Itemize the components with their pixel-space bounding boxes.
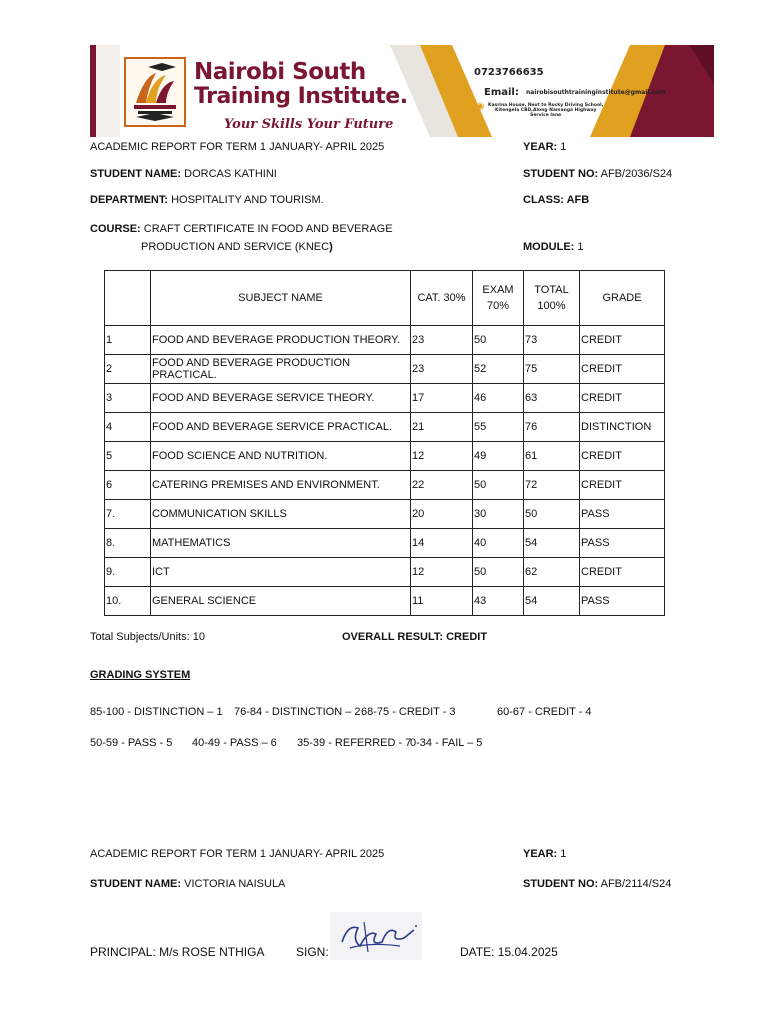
total-subjects: Total Subjects/Units: 10 (90, 631, 205, 643)
cell-subject: MATHEMATICS (151, 529, 411, 558)
module-value: 1 (577, 241, 584, 253)
table-row (105, 413, 665, 442)
header-total (524, 271, 580, 326)
grade-scale-6: 40-49 - PASS – 6 (192, 737, 277, 749)
report2-student-name-field (90, 878, 285, 890)
cell-exam: 50 (473, 326, 524, 355)
phone-number: 0723766635 (474, 67, 544, 78)
class-field: CLASS: AFB (523, 194, 590, 206)
cell-subject: COMMUNICATION SKILLS (151, 500, 411, 529)
grade-scale-3: 68-75 - CREDIT - 3 (361, 706, 456, 718)
cell-number: 10. (105, 587, 151, 616)
student-no-value: AFB/2036/S24 (600, 168, 673, 180)
module-field (523, 241, 584, 253)
location-icon: ◉ (476, 101, 485, 112)
logo-icon (124, 57, 186, 127)
cell-total: 62 (524, 558, 580, 587)
cell-cat: 23 (411, 355, 473, 384)
institute-name-line1: Nairobi South (194, 59, 366, 85)
table-row (105, 442, 665, 471)
header-exam-line1: EXAM (482, 284, 514, 296)
cell-exam: 50 (473, 471, 524, 500)
cell-cat: 17 (411, 384, 473, 413)
overall-result: OVERALL RESULT: CREDIT (342, 631, 488, 643)
header-total-line2: 100% (537, 300, 566, 312)
year-value: 1 (560, 141, 567, 153)
cell-cat: 21 (411, 413, 473, 442)
cell-exam: 30 (473, 500, 524, 529)
student-no-label: STUDENT NO: (523, 168, 599, 180)
address (488, 103, 603, 118)
cell-subject: GENERAL SCIENCE (151, 587, 411, 616)
table-header-row (105, 271, 665, 326)
header-grade: GRADE (580, 271, 665, 326)
address-line1: Kasrina House, Next to Rocky Driving School, (488, 103, 604, 108)
cell-cat: 12 (411, 442, 473, 471)
phone-icon: ✆ (454, 66, 464, 78)
cell-grade: CREDIT (580, 471, 665, 500)
grade-scale-7: 35-39 - REFERRED - 7 (297, 737, 412, 749)
grade-scale-2: 76-84 - DISTINCTION – 2 (234, 706, 361, 718)
table-row (105, 529, 665, 558)
cell-number: 3 (105, 384, 151, 413)
cell-total: 50 (524, 500, 580, 529)
course-label: COURSE: (90, 223, 141, 235)
student-name-field (90, 168, 277, 180)
report2-year-value: 1 (560, 848, 567, 860)
report2-student-no-label: STUDENT NO: (523, 878, 599, 890)
cell-grade: CREDIT (580, 558, 665, 587)
cell-grade: PASS (580, 587, 665, 616)
cell-total: 76 (524, 413, 580, 442)
cell-exam: 43 (473, 587, 524, 616)
cell-number: 1 (105, 326, 151, 355)
report2-title: ACADEMIC REPORT FOR TERM 1 JANUARY- APRIL 2025 (90, 848, 385, 860)
cell-grade: CREDIT (580, 384, 665, 413)
table-row (105, 500, 665, 529)
year-field (523, 141, 566, 153)
department-value: HOSPITALITY AND TOURISM. (171, 194, 324, 206)
cell-number: 5 (105, 442, 151, 471)
cell-grade: CREDIT (580, 355, 665, 384)
department-label: DEPARTMENT: (90, 194, 169, 206)
cell-total: 72 (524, 471, 580, 500)
table-row (105, 558, 665, 587)
cell-total: 61 (524, 442, 580, 471)
cell-subject: CATERING PREMISES AND ENVIRONMENT. (151, 471, 411, 500)
cell-grade: PASS (580, 529, 665, 558)
header-number (105, 271, 151, 326)
cell-subject: FOOD AND BEVERAGE SERVICE PRACTICAL. (151, 413, 411, 442)
header-subject: SUBJECT NAME (151, 271, 411, 326)
grades-table (104, 270, 665, 616)
cell-subject: ICT (151, 558, 411, 587)
tagline: Your Skills Your Future (224, 117, 394, 132)
cell-total: 75 (524, 355, 580, 384)
cell-grade: CREDIT (580, 442, 665, 471)
cell-cat: 11 (411, 587, 473, 616)
module-label: MODULE: (523, 241, 575, 253)
cell-cat: 22 (411, 471, 473, 500)
cell-exam: 52 (473, 355, 524, 384)
cell-cat: 20 (411, 500, 473, 529)
cell-number: 2 (105, 355, 151, 384)
year-label: YEAR: (523, 141, 558, 153)
grade-scale-8: 0-34 - FAIL – 5 (410, 737, 483, 749)
student-name-label: STUDENT NAME: (90, 168, 182, 180)
course-close-paren: ) (329, 241, 333, 253)
cell-total: 63 (524, 384, 580, 413)
header-total-line1: TOTAL (534, 284, 569, 296)
cell-exam: 55 (473, 413, 524, 442)
cell-subject: FOOD SCIENCE AND NUTRITION. (151, 442, 411, 471)
grade-scale-5: 50-59 - PASS - 5 (90, 737, 173, 749)
report2-student-name-label: STUDENT NAME: (90, 878, 182, 890)
cell-exam: 46 (473, 384, 524, 413)
course-field (90, 223, 393, 235)
report-title: ACADEMIC REPORT FOR TERM 1 JANUARY- APRIL 2025 (90, 141, 385, 153)
cell-cat: 23 (411, 326, 473, 355)
student-name-value: DORCAS KATHINI (184, 168, 277, 180)
cell-cat: 12 (411, 558, 473, 587)
department-field (90, 194, 324, 206)
report2-year-label: YEAR: (523, 848, 558, 860)
cell-grade: PASS (580, 500, 665, 529)
report2-student-name-value: VICTORIA NAISULA (184, 878, 286, 890)
cell-grade: CREDIT (580, 326, 665, 355)
grading-system-heading: GRADING SYSTEM (90, 669, 191, 681)
cell-number: 9. (105, 558, 151, 587)
cell-total: 54 (524, 587, 580, 616)
cell-number: 7. (105, 500, 151, 529)
cell-grade: DISTINCTION (580, 413, 665, 442)
report2-student-no-value: AFB/2114/S24 (600, 878, 672, 890)
address-line2: Kitengela CBD,Along Namanga Highway (494, 108, 597, 113)
table-row (105, 384, 665, 413)
cell-exam: 50 (473, 558, 524, 587)
report-date: DATE: 15.04.2025 (460, 945, 558, 959)
cell-number: 8. (105, 529, 151, 558)
grade-scale-4: 60-67 - CREDIT - 4 (497, 706, 592, 718)
institute-name-line2: Training Institute. (194, 84, 408, 109)
course-line2-row (141, 241, 333, 253)
cell-subject: FOOD AND BEVERAGE PRODUCTION THEORY. (151, 326, 411, 355)
principal-name: PRINCIPAL: M/s ROSE NTHIGA (90, 945, 265, 959)
table-row (105, 355, 665, 384)
header-cat: CAT. 30% (411, 271, 473, 326)
header-exam (473, 271, 524, 326)
cell-subject: FOOD AND BEVERAGE PRODUCTION PRACTICAL. (151, 355, 411, 384)
email-label: Email: (484, 87, 519, 98)
course-line1: CRAFT CERTIFICATE IN FOOD AND BEVERAGE (143, 223, 393, 235)
cell-cat: 14 (411, 529, 473, 558)
report2-year-field (523, 848, 566, 860)
report2-student-no-field (523, 878, 671, 890)
table-row (105, 326, 665, 355)
cell-exam: 40 (473, 529, 524, 558)
email-icon: ✉ (458, 86, 468, 98)
signature-icon (330, 912, 422, 960)
cell-total: 73 (524, 326, 580, 355)
header-banner (90, 45, 714, 137)
course-line2: PRODUCTION AND SERVICE (KNEC (141, 241, 330, 253)
student-no-field (523, 168, 672, 180)
cell-number: 4 (105, 413, 151, 442)
table-row (105, 471, 665, 500)
cell-total: 54 (524, 529, 580, 558)
cell-exam: 49 (473, 442, 524, 471)
sign-label: SIGN: (296, 945, 329, 959)
header-exam-line2: 70% (486, 300, 510, 312)
cell-number: 6 (105, 471, 151, 500)
table-row (105, 587, 665, 616)
email-address: nairobisouthtraininginstitute@gmail.com (526, 89, 666, 96)
grade-scale-1: 85-100 - DISTINCTION – 1 (90, 706, 223, 718)
cell-subject: FOOD AND BEVERAGE SERVICE THEORY. (151, 384, 411, 413)
address-line3: Service lane (530, 113, 562, 118)
